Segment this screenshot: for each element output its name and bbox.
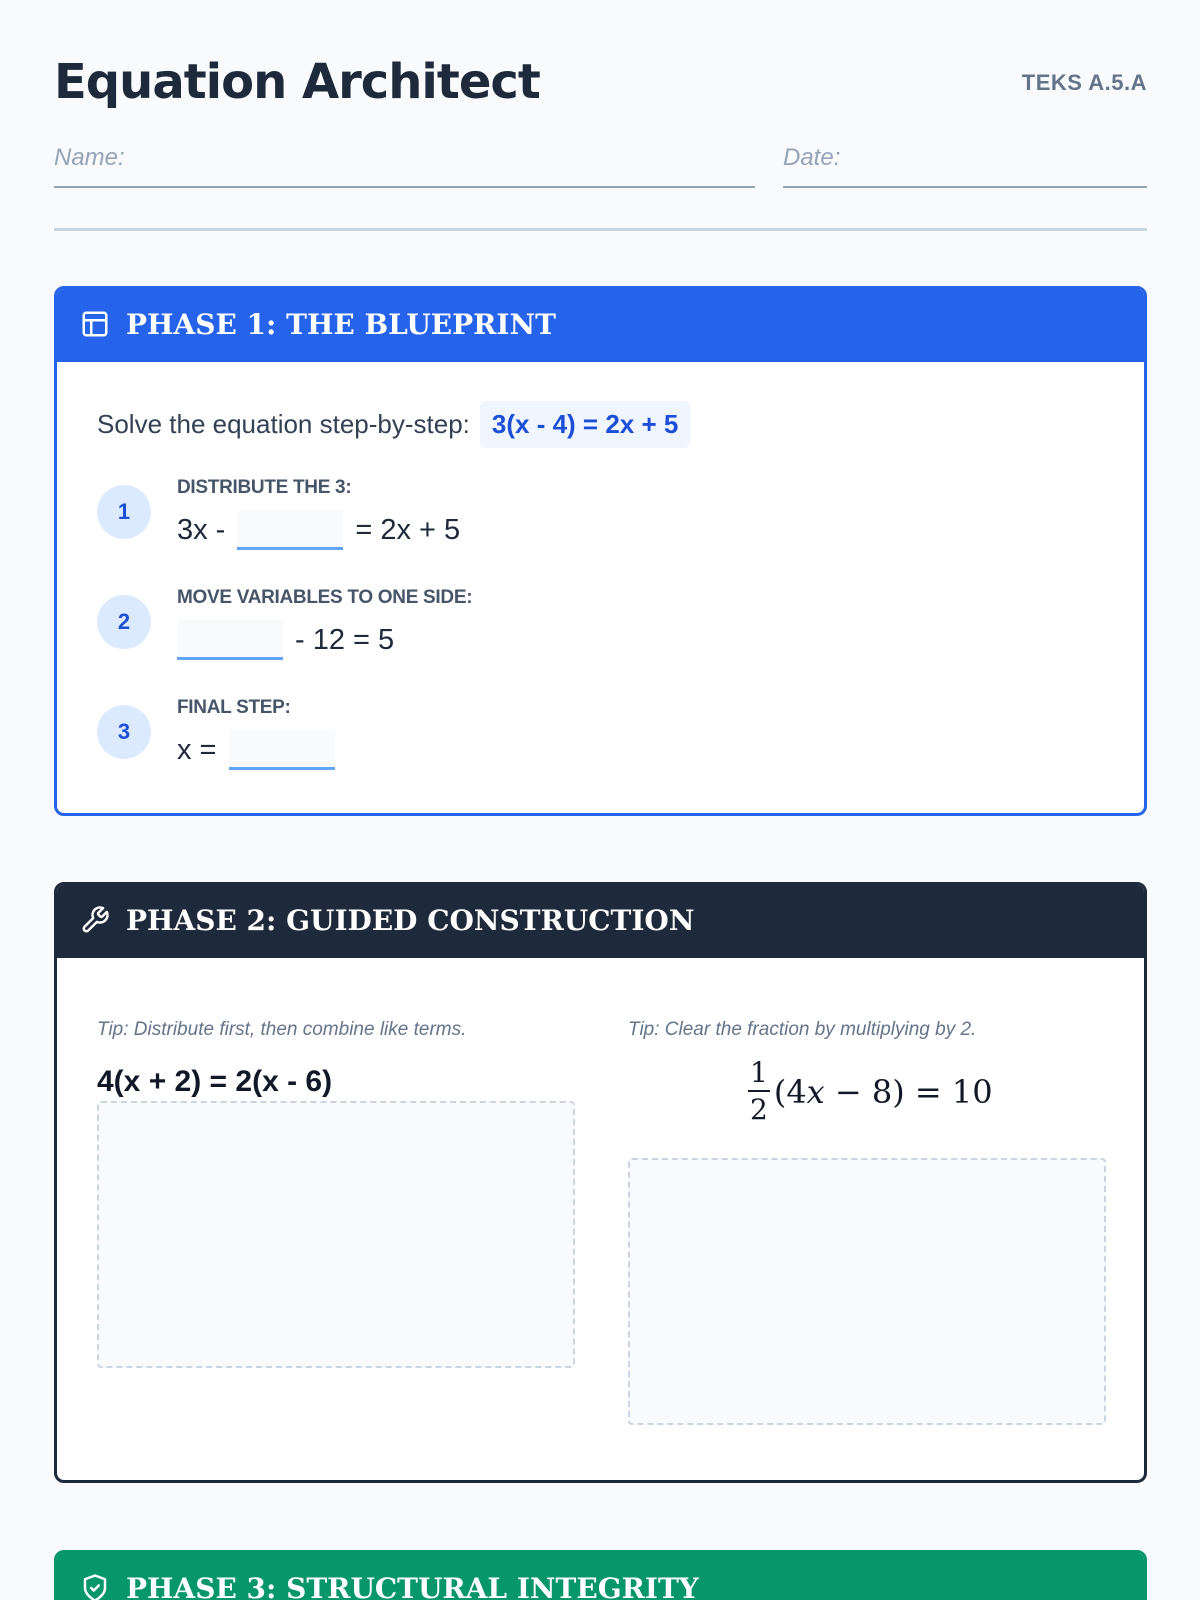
step-expression	[177, 729, 347, 771]
work-area[interactable]	[97, 1101, 575, 1368]
phase1-title: PHASE 1: THE BLUEPRINT	[126, 307, 556, 341]
name-field[interactable]	[54, 140, 755, 188]
phase1-card	[54, 286, 1147, 816]
fraction	[748, 1056, 770, 1126]
step-before-text: 3x -	[177, 513, 226, 546]
problem-left	[97, 961, 575, 1481]
step-number: 3	[97, 705, 151, 759]
tip-text: Tip: Clear the fraction by multiplying by 2.	[628, 1019, 977, 1040]
step-label: DISTRIBUTE THE 3:	[177, 477, 352, 498]
equation-rest	[774, 1073, 993, 1111]
name-label: Name:	[54, 144, 125, 171]
fraction-denominator: 2	[750, 1093, 768, 1126]
step-2	[97, 587, 997, 667]
step-3	[97, 697, 997, 777]
header-divider	[54, 228, 1147, 231]
worksheet-header	[54, 0, 1147, 130]
page-title: Equation Architect	[54, 54, 540, 110]
phase1-instruction	[97, 401, 690, 448]
phase3-card	[54, 1550, 1147, 1600]
date-field[interactable]	[783, 140, 1147, 188]
step-before-text: x =	[177, 733, 217, 766]
answer-blank[interactable]	[229, 730, 335, 770]
standard-code: TEKS A.5.A	[1021, 70, 1147, 95]
date-label: Date:	[783, 144, 841, 171]
worksheet-page	[54, 0, 1147, 1600]
fraction-numerator: 1	[748, 1059, 770, 1092]
problem-right	[628, 961, 1106, 1481]
step-label: MOVE VARIABLES TO ONE SIDE:	[177, 587, 473, 608]
step-number: 2	[97, 595, 151, 649]
step-label: FINAL STEP:	[177, 697, 291, 718]
step-after-text: - 12 = 5	[295, 623, 395, 656]
tip-text: Tip: Distribute first, then combine like terms.	[97, 1019, 467, 1040]
work-area[interactable]	[628, 1158, 1106, 1425]
phase3-title: PHASE 3: STRUCTURAL INTEGRITY	[126, 1571, 699, 1600]
fraction-equation	[748, 1056, 993, 1126]
step-1	[97, 477, 997, 557]
step-after-text: = 2x + 5	[355, 513, 461, 546]
phase1-header	[54, 286, 1147, 362]
equation-close: − 8) = 10	[824, 1072, 993, 1111]
phase2-header	[54, 882, 1147, 958]
phase2-card	[54, 882, 1147, 1483]
answer-blank[interactable]	[237, 510, 343, 550]
phase3-header	[54, 1550, 1147, 1600]
phase2-title: PHASE 2: GUIDED CONSTRUCTION	[126, 903, 695, 937]
step-expression	[177, 509, 460, 551]
step-number: 1	[97, 485, 151, 539]
instruction-text: Solve the equation step-by-step:	[97, 409, 470, 439]
equation-variable: x	[806, 1072, 825, 1111]
layout-icon	[80, 307, 114, 341]
wrench-icon	[80, 903, 114, 937]
equation-open: (4	[773, 1072, 807, 1111]
shield-check-icon	[80, 1571, 114, 1600]
step-expression	[177, 619, 394, 661]
target-equation: 3(x - 4) = 2x + 5	[480, 401, 690, 448]
problem-equation: 4(x + 2) = 2(x - 6)	[97, 1065, 333, 1098]
answer-blank[interactable]	[177, 620, 283, 660]
